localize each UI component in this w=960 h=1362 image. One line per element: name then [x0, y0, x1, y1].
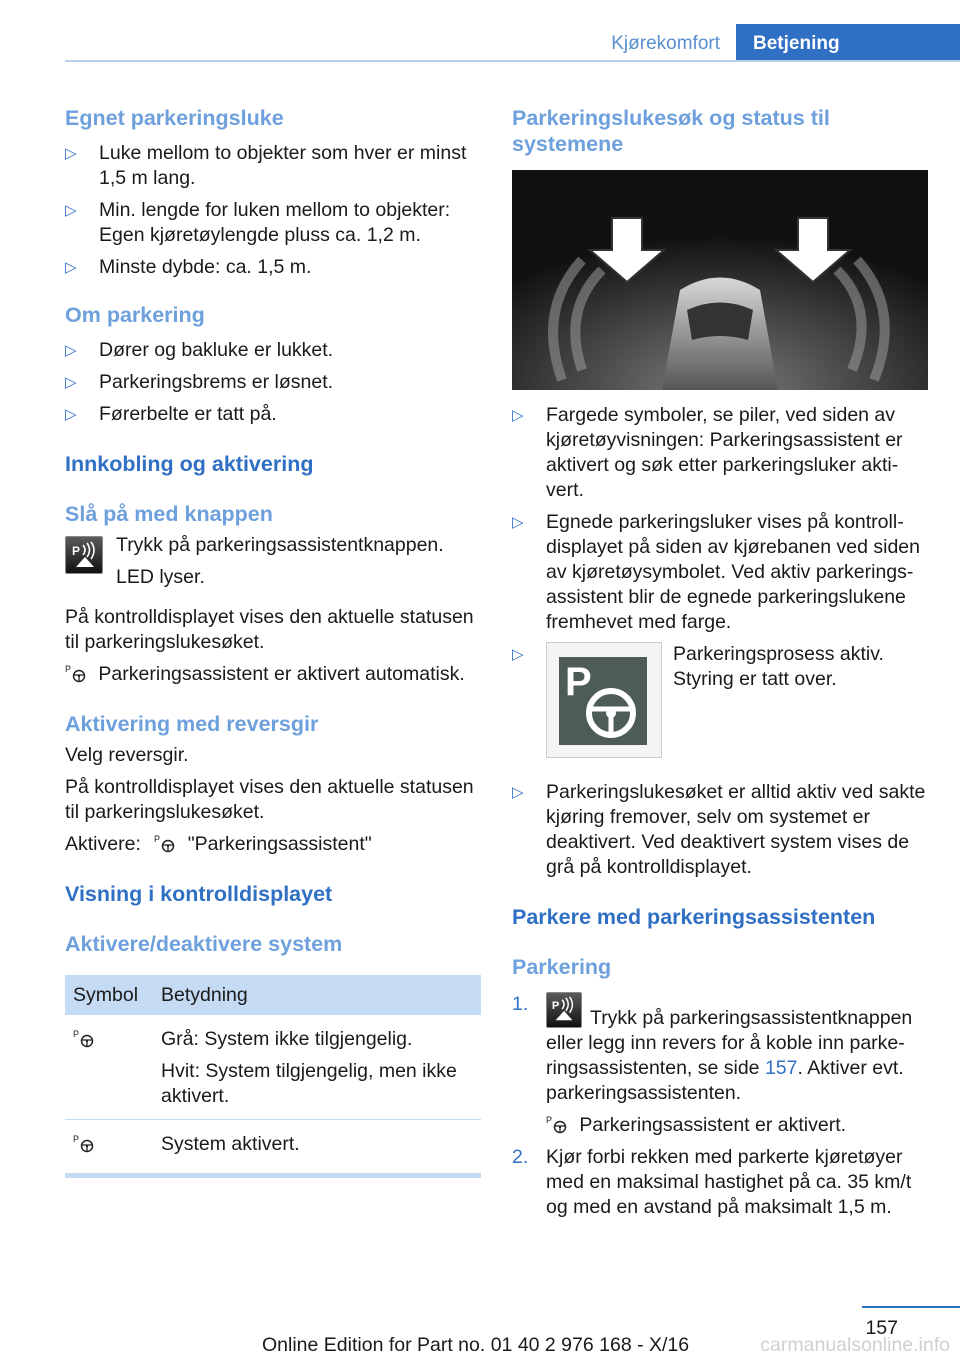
reverse-paragraph-2: På kontrolldisplayet vises den aktuelle statusen til parkeringslukesøket.: [65, 776, 474, 823]
svg-text:P: P: [154, 834, 161, 844]
header-section: Kjørekomfort: [611, 33, 720, 54]
list-item: ▷ Fargede symboler, se piler, ved siden av kjøretøyvisningen: Parkeringsassistent er aktivert og søk etter parkeringsluker aktivert.: [512, 404, 903, 501]
table-cell-text: System aktivert.: [153, 1120, 481, 1176]
activate-paragraph: Aktivere: P "Parkeringsassistent": [65, 833, 372, 855]
status-paragraph: På kontrolldisplayet vises den aktuelle statusen til parkeringslukesøket.: [65, 606, 474, 653]
button-text-1: Trykk på parkeringsassistentknappen.: [116, 534, 444, 556]
bullet-triangle-icon: ▷: [65, 374, 77, 391]
heading-reverse: Aktivering med reversgir: [65, 712, 319, 736]
process-text: Parkeringsprosess aktiv. Styring er tatt over.: [673, 643, 884, 690]
heading-display: Visning i kontrolldisplayet: [65, 882, 333, 906]
list-item: ▷ Luke mellom to objekter som hver er minst 1,5 m lang.: [65, 142, 467, 189]
button-text-2: LED lyser.: [116, 566, 205, 588]
heading-about: Om parkering: [65, 303, 205, 327]
list-item: ▷ Minste dybde: ca. 1,5 m.: [65, 256, 312, 278]
step-item: 2. Kjør forbi rekken med parkerte kjøretøyer med en maksimal hastighet på ca. 35 km/t og med en avstand på maksimalt 1,5 m.: [512, 1146, 912, 1218]
header-tab: Betjening: [736, 24, 960, 62]
list-item: ▷ Parkeringslukesøket er alltid aktiv ved sakte kjøring fremover, selv om systemet er deaktivert. Ved deaktivert system vises de grå på kontrolldisplayet.: [512, 781, 926, 878]
heading-button: Slå på med knappen: [65, 502, 273, 526]
svg-text:P: P: [546, 1115, 553, 1125]
auto-paragraph: P Parkeringsassistent er aktivert automatisk.: [65, 663, 465, 685]
svg-text:P: P: [565, 660, 592, 704]
table-header-row: [65, 975, 481, 1015]
bullet-triangle-icon: ▷: [65, 202, 77, 219]
svg-text:P: P: [73, 1029, 80, 1039]
reverse-paragraph-1: Velg reversgir.: [65, 744, 189, 766]
page-number: 157: [865, 1317, 898, 1339]
list-item: ▷ Egnede parkeringsluker vises på kontrolldisplayet på siden av kjørebanen ved siden av kjøretøysymbolet. Ved aktiv parkeringsassistent blir de egnede parkeringslukene fremhevet med farge.: [512, 511, 920, 633]
table-header-meaning: Betydning: [153, 975, 481, 1015]
bullet-triangle-icon: ▷: [65, 259, 77, 276]
park-steering-icon: [154, 833, 176, 853]
park-steering-icon: [65, 663, 87, 683]
right-column-body: [512, 403, 928, 1227]
footer-rule: [862, 1306, 960, 1308]
bullet-triangle-icon: ▷: [512, 646, 524, 663]
bullet-triangle-icon: ▷: [65, 406, 77, 423]
park-assist-button-icon: [65, 536, 103, 574]
heading-switch-on: Innkobling og aktivering: [65, 452, 314, 476]
heading-parking: Parkering: [512, 955, 612, 979]
list-item: [512, 642, 928, 772]
right-column: [512, 100, 928, 157]
bullet-triangle-icon: ▷: [65, 342, 77, 359]
park-steering-icon: [546, 1114, 568, 1134]
page-header: [0, 0, 960, 62]
heading-toggle: Aktivere/deaktivere system: [65, 932, 343, 956]
symbol-table: [65, 975, 481, 1178]
svg-text:P: P: [73, 1134, 80, 1144]
table-row: [65, 1120, 481, 1176]
parking-process-icon: [546, 642, 662, 758]
bullet-triangle-icon: ▷: [512, 514, 524, 531]
table-cell-text: Hvit: System tilgjengelig, men ikke aktivert.: [161, 1060, 457, 1107]
list-item: ▷ Parkeringsbrems er løsnet.: [65, 371, 334, 393]
bullet-triangle-icon: ▷: [65, 145, 77, 162]
button-instruction: [65, 533, 481, 587]
step-item: 1. P Trykk på parkeringsassistentknappen eller legg inn revers for å koble inn parkeringsassistenten, se side 157. Aktiver evt. parkeringsassistenten. P Parkeringsassistent er aktivert.: [512, 992, 928, 1138]
svg-text:P: P: [551, 1000, 560, 1013]
table-row: [65, 1015, 481, 1120]
list-item: ▷ Førerbelte er tatt på.: [65, 403, 277, 425]
svg-text:P: P: [65, 664, 72, 674]
table-header-symbol: Symbol: [65, 975, 153, 1015]
park-steering-icon: [73, 1028, 95, 1048]
bullet-triangle-icon: ▷: [512, 407, 524, 424]
header-rule: [65, 60, 960, 62]
watermark: carmanualsonline.info: [760, 1334, 950, 1356]
edition-text: Online Edition for Part no. 01 40 2 976 168 - X/16: [262, 1334, 690, 1356]
search-list: [512, 403, 928, 880]
list-item: ▷ Dører og bakluke er lukket.: [65, 339, 334, 361]
about-list: [65, 338, 481, 427]
parking-display-photo: [512, 170, 928, 390]
parking-display-image: [512, 170, 928, 390]
suitable-list: [65, 141, 481, 280]
list-item: ▷ Min. lengde for luken mellom to objekter: Egen kjøretøylengde pluss ca. 1,2 m.: [65, 199, 451, 246]
table-cell-text: Grå: System ikke tilgjengelig.: [161, 1028, 413, 1050]
heading-suitable: Egnet parkeringsluke: [65, 106, 284, 130]
page-link[interactable]: 157: [764, 1057, 798, 1079]
park-steering-active-icon: [73, 1133, 95, 1153]
park-assist-button-icon: [546, 992, 582, 1028]
heading-search: Parkeringslukesøk og status til systemene: [512, 106, 830, 156]
bullet-triangle-icon: ▷: [512, 784, 524, 801]
heading-park: Parkere med parkeringsassistenten: [512, 905, 876, 929]
step-sub: P Parkeringsassistent er aktivert.: [546, 1114, 847, 1136]
svg-text:P: P: [72, 544, 81, 558]
parking-steps: [512, 992, 928, 1220]
left-column: [65, 100, 481, 1178]
